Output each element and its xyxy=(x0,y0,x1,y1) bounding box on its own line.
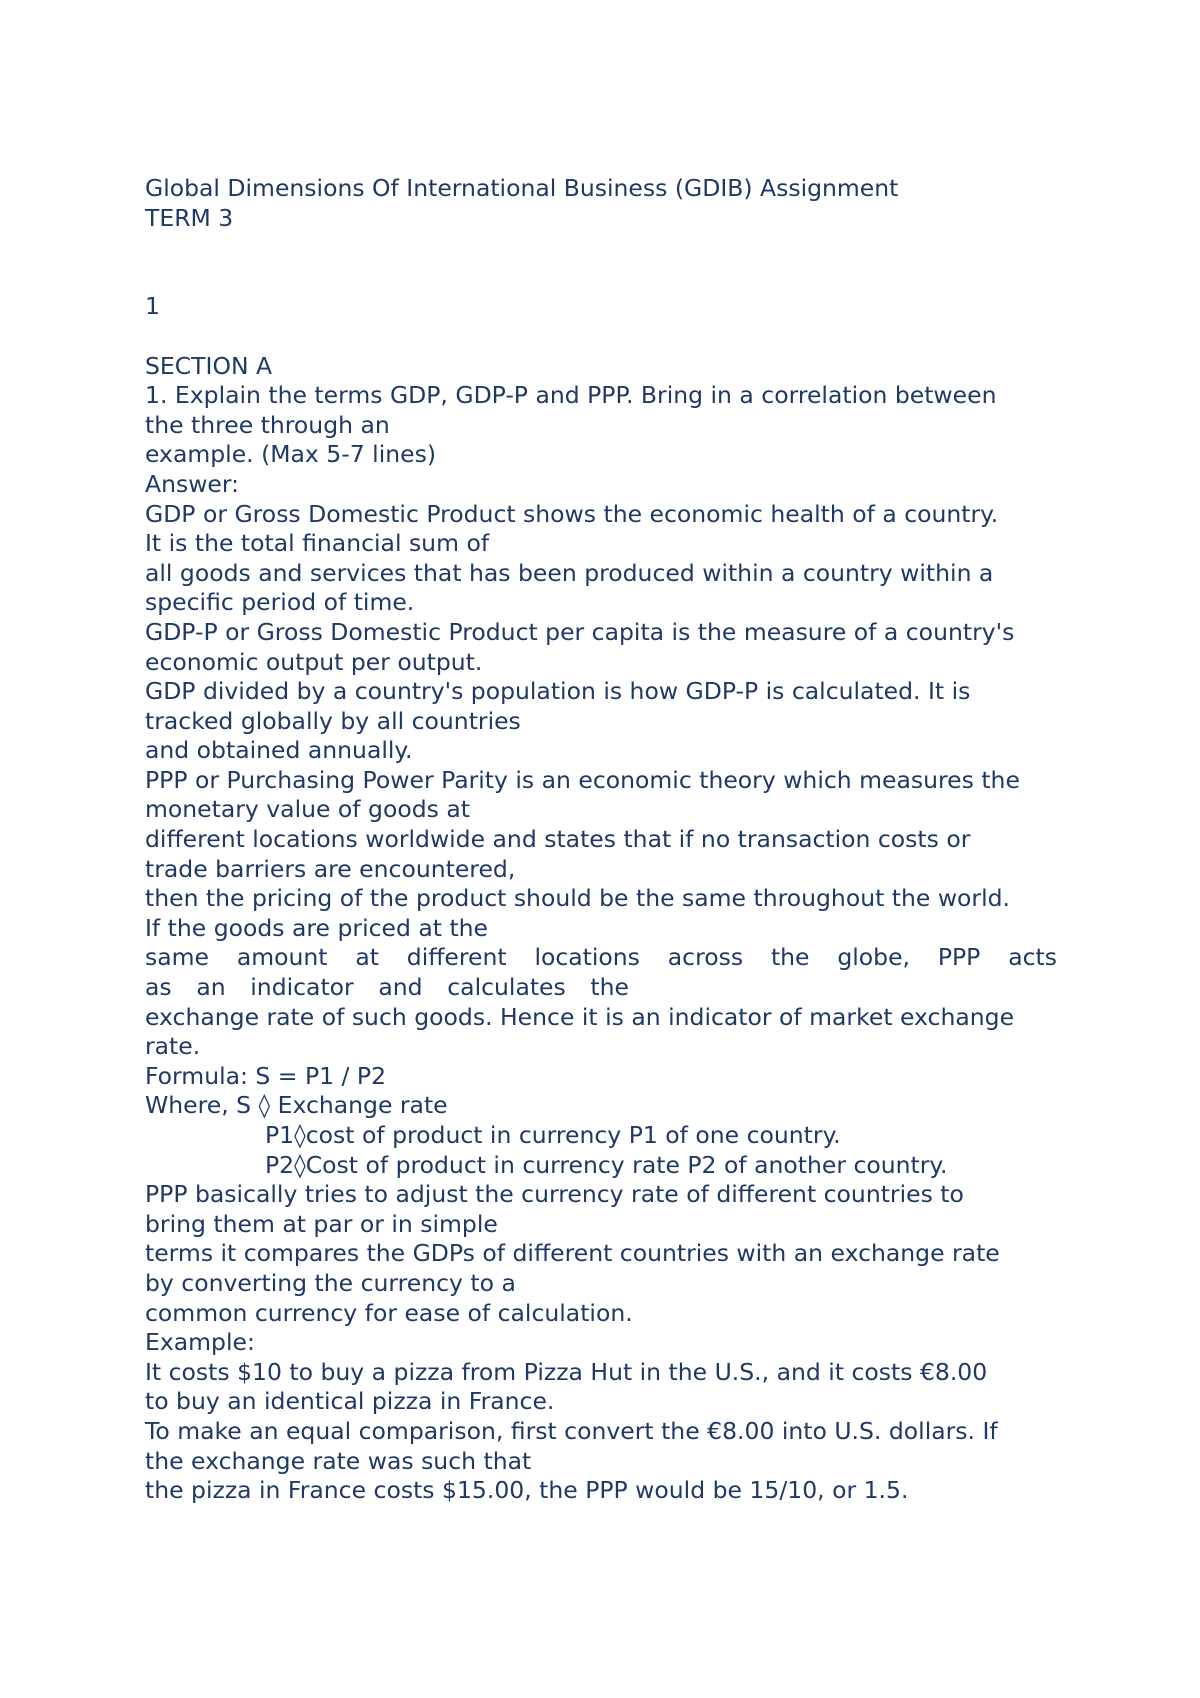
term-label: TERM 3 xyxy=(145,203,234,232)
spacer xyxy=(145,233,1057,263)
question-line: the three through an xyxy=(145,410,390,439)
word: locations xyxy=(534,943,640,972)
word: and xyxy=(378,973,423,1002)
body-line: by converting the currency to a xyxy=(145,1268,516,1297)
document-body xyxy=(145,174,1057,1506)
body-line: economic output per output. xyxy=(145,647,483,676)
body-line: to buy an identical pizza in France. xyxy=(145,1387,555,1416)
formula-term-line: P2◊Cost of product in currency rate P2 of another country. xyxy=(265,1150,948,1179)
spacer xyxy=(145,263,1057,293)
body-line: It is the total financial sum of xyxy=(145,529,490,558)
word: globe, xyxy=(837,943,911,972)
body-line: PPP or Purchasing Power Parity is an economic theory which measures the xyxy=(145,765,1020,794)
word: PPP xyxy=(937,943,981,972)
answer-paragraphs-c xyxy=(145,1180,1057,1506)
page-marker: 1 xyxy=(145,292,160,321)
section-heading: SECTION A xyxy=(145,351,273,380)
word: amount xyxy=(236,943,328,972)
answer-paragraphs-b xyxy=(145,1003,1057,1181)
body-line: bring them at par or in simple xyxy=(145,1209,498,1238)
body-line: different locations worldwide and states that if no transaction costs or xyxy=(145,825,971,854)
body-line: the pizza in France costs $15.00, the PPP would be 15/10, or 1.5. xyxy=(145,1476,909,1505)
word: indicator xyxy=(250,973,354,1002)
body-line: all goods and services that has been produced within a country within a xyxy=(145,558,994,587)
body-line: the exchange rate was such that xyxy=(145,1446,532,1475)
formula-line: Formula: S = P1 / P2 xyxy=(145,1061,387,1090)
question-block xyxy=(145,381,1057,470)
word: as xyxy=(145,973,172,1002)
formula-term-line: P1◊cost of product in currency P1 of one country. xyxy=(265,1121,841,1149)
body-line: It costs $10 to buy a pizza from Pizza Hut in the U.S., and it costs €8.00 xyxy=(145,1357,988,1386)
word: acts xyxy=(1008,943,1057,972)
body-line: exchange rate of such goods. Hence it is an indicator of market exchange xyxy=(145,1002,1015,1031)
body-line: monetary value of goods at xyxy=(145,795,470,824)
body-line: GDP-P or Gross Domestic Product per capita is the measure of a country's xyxy=(145,617,1015,646)
body-line: common currency for ease of calculation. xyxy=(145,1298,633,1327)
body-line: and obtained annually. xyxy=(145,736,413,765)
word: different xyxy=(406,943,507,972)
word: an xyxy=(196,973,226,1002)
word: the xyxy=(770,943,810,972)
justified-line xyxy=(145,973,629,1003)
word: across xyxy=(667,943,744,972)
document-title: Global Dimensions Of International Business (GDIB) Assignment xyxy=(145,174,899,202)
formula-where-line: Where, S ◊ Exchange rate xyxy=(145,1091,448,1120)
body-line: To make an equal comparison, first convert the €8.00 into U.S. dollars. If xyxy=(145,1416,998,1445)
body-line: terms it compares the GDPs of different countries with an exchange rate xyxy=(145,1239,1000,1268)
body-line: specific period of time. xyxy=(145,588,415,617)
word: same xyxy=(145,943,209,972)
body-line: If the goods are priced at the xyxy=(145,913,489,942)
justified-line xyxy=(145,943,1057,973)
body-line: PPP basically tries to adjust the currency rate of different countries to xyxy=(145,1180,964,1209)
body-line: tracked globally by all countries xyxy=(145,706,521,735)
question-line: 1. Explain the terms GDP, GDP-P and PPP. Bring in a correlation between xyxy=(145,381,997,410)
body-line: GDP or Gross Domestic Product shows the economic health of a country. xyxy=(145,499,999,528)
spacer xyxy=(145,322,1057,352)
question-line: example. (Max 5-7 lines) xyxy=(145,440,436,469)
body-line: GDP divided by a country's population is how GDP-P is calculated. It is xyxy=(145,677,971,706)
body-line: then the pricing of the product should be the same throughout the world. xyxy=(145,884,1010,913)
word: the xyxy=(590,973,629,1002)
answer-paragraphs-a xyxy=(145,500,1057,944)
word: at xyxy=(355,943,379,972)
example-label: Example: xyxy=(145,1328,255,1357)
word: calculates xyxy=(447,973,566,1002)
answer-label: Answer: xyxy=(145,469,240,498)
body-line: rate. xyxy=(145,1032,201,1061)
body-line: trade barriers are encountered, xyxy=(145,854,516,883)
